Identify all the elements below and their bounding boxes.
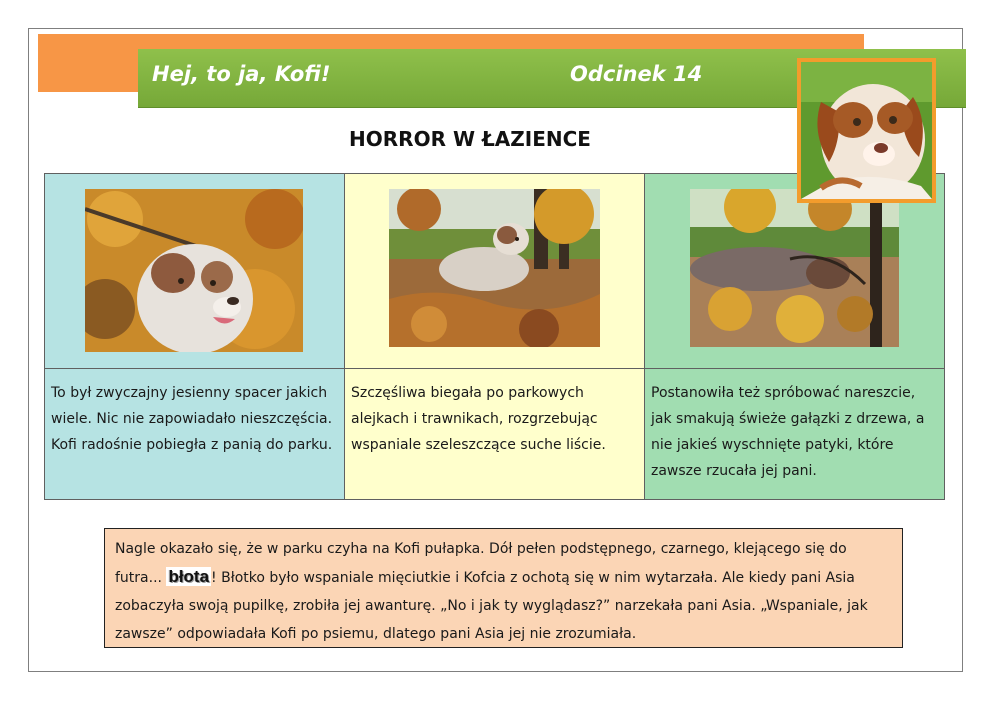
note-emphasis-word: błota <box>168 567 210 586</box>
panel-photo-3 <box>690 189 899 347</box>
dog-portrait-icon <box>801 62 932 199</box>
story-panel-3 <box>644 173 945 500</box>
panel-text-3: Postanowiła też spróbować nareszcie, jak smakują świeże gałązki z drzewa, a nie jakieś wyschnięte patyki, które zawsze rzucała jej pani. <box>651 385 925 479</box>
dog-sniffing-under-tree-photo-icon <box>690 189 899 347</box>
note-text-after: ! Błotko było wspaniale mięciutkie i Kofcia z ochotą się w nim wytarzała. Ale kiedy pani Asia zobaczyła swoją pupilkę, zrobiła jej awanturę. „No i jak ty wyglądasz?” narzekała pani Asia. „Wspaniale, jak zawsze” odpowiadała Kofi po psiemu, dlatego pani Asia jej nie zrozumiała. <box>115 570 868 642</box>
kofi-portrait-photo <box>797 58 936 203</box>
episode-label: Odcinek 14 <box>570 62 703 86</box>
story-conclusion-box <box>104 528 903 648</box>
dog-lying-in-leaves-photo-icon <box>389 189 600 347</box>
story-panel-1 <box>44 173 345 500</box>
note-text-before: Nagle okazało się, że w parku czyha na Kofi pułapka. Dół pełen podstępnego, czarnego, klejącego się do futra... <box>115 541 847 586</box>
story-panel-2 <box>344 173 645 500</box>
panel-divider <box>345 368 644 369</box>
panel-text-2: Szczęśliwa biegała po parkowych alejkach i trawnikach, rozgrzebując wspaniale szeleszczące suche liście. <box>351 385 606 453</box>
panel-photo-2 <box>389 189 600 347</box>
panel-divider <box>45 368 344 369</box>
panel-photo-1 <box>85 189 303 352</box>
story-title: HORROR W ŁAZIENCE <box>349 127 591 151</box>
panel-text-1: To był zwyczajny jesienny spacer jakich wiele. Nic nie zapowiadało nieszczęścia. Kofi radośnie pobiegła z panią do parku. <box>51 385 333 453</box>
dog-head-autumn-leaves-photo-icon <box>85 189 303 352</box>
panel-divider <box>645 368 944 369</box>
series-title: Hej, to ja, Kofi! <box>152 62 331 86</box>
